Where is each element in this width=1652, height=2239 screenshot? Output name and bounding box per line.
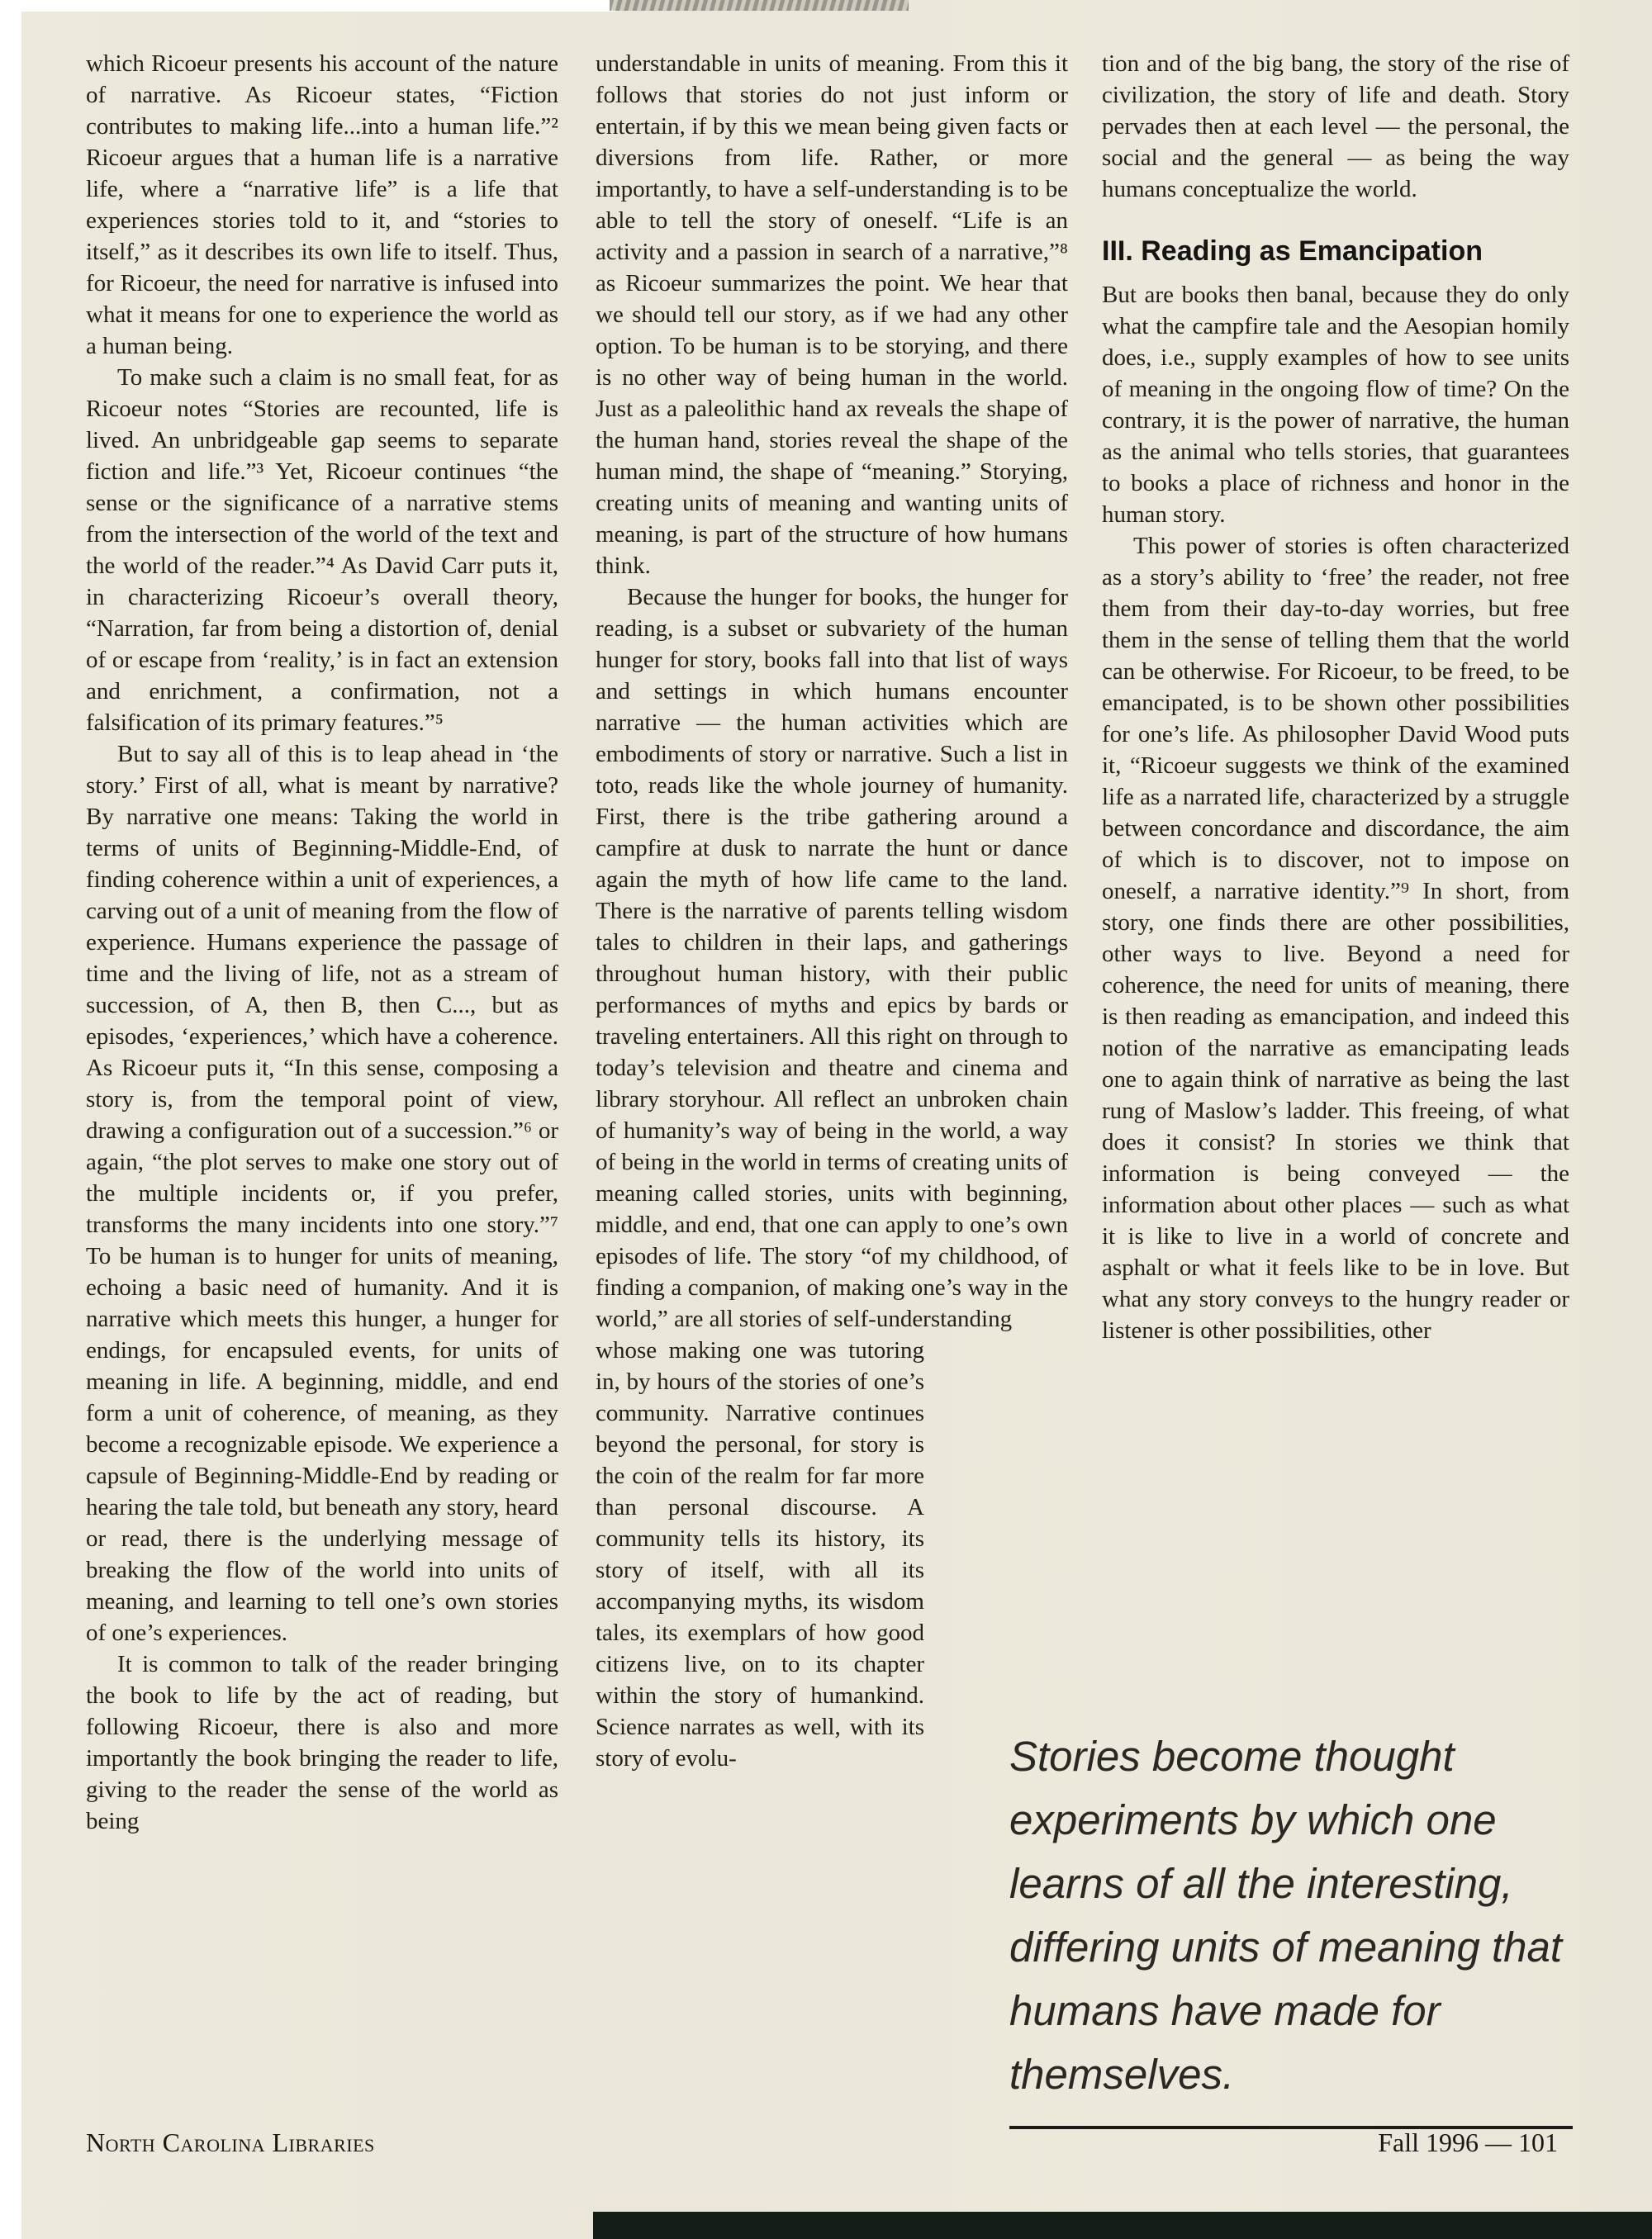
- body-paragraph: It is common to talk of the reader bringing the book to life by the act of reading, but following Ricoeur, there is also and more importantly the book bringing the reader to life, giving to the reader the sense of the world as being: [86, 1651, 558, 1834]
- body-paragraph: Because the hunger for books, the hunger for reading, is a subset or subvariety of the human hunger for story, books fall into that list of ways and settings in which humans encounter narrative — the human activities which are embodiments of story or narrative. Such a list in toto, reads like the whole journey of humanity. First, there is the tribe gathering around a campfire at dusk to narrate the hunt or dance again the myth of how life came to the land. There is the narrative of parents telling wisdom tales to children in their laps, and gatherings throughout human history, with their public performances of myths and epics by bards or traveling entertainers. All this right on through to today’s television and theatre and cinema and library storyhour. All reflect an unbroken chain of humanity’s way of being in the world, a way of being in the world in terms of creating units of meaning called stories, units with beginning, middle, and end, that one can apply to one’s own episodes of life. The story “of my childhood, of finding a companion, of making one’s way in the world,” are all stories of self-understanding: [596, 584, 1068, 1332]
- body-paragraph: But are books then banal, because they do only what the campfire tale and the Aesopian homily does, i.e., supply examples of how to see units of meaning in the ongoing flow of time? On the contrary, it is the power of narrative, the human as the animal who tells stories, that guarantees to books a place of richness and honor in the human story.: [1102, 282, 1569, 528]
- section-heading: III. Reading as Emancipation: [1102, 235, 1483, 267]
- scan-top-margin: [21, 0, 616, 12]
- column-3: [1102, 48, 1569, 1346]
- journal-name: North Carolina Libraries: [86, 2128, 375, 2157]
- bottom-color-bar: [593, 2212, 1652, 2239]
- body-paragraph: which Ricoeur presents his account of the nature of narrative. As Ricoeur states, “Fiction contributes to making life...into a human life.”² Ricoeur argues that a human life is a narrative life, where a “narrative life” is a life that experiences stories told to it, and “stories to itself,” as it describes its own life to itself. Thus, for Ricoeur, the need for narrative is infused into what it means for one to experience the world as a human being.: [86, 50, 558, 359]
- body-paragraph: understandable in units of meaning. From this it follows that stories do not just inform or entertain, if by this we mean being given facts or diversions from life. Rather, or more importantly, to have a self-understanding is to be able to tell the story of oneself. “Life is an activity and a passion in search of a narrative,”⁸ as Ricoeur summarizes the point. We hear that we should tell our story, as if we had any other option. To be human is to be storying, and there is no other way of being human in the world. Just as a paleolithic hand ax reveals the shape of the human hand, stories reveal the shape of the human mind, the shape of “meaning.” Storying, creating units of meaning and wanting units of meaning, is part of the structure of how humans think.: [596, 50, 1068, 579]
- body-paragraph: To make such a claim is no small feat, for as Ricoeur notes “Stories are recounted, life is lived. An unbridgeable gap seems to separate fiction and life.”³ Yet, Ricoeur continues “the sense or the significance of a narrative stems from the intersection of the world of the text and the world of the reader.”⁴ As David Carr puts it, in characterizing Ricoeur’s overall theory, “Narration, far from being a distortion of, denial of or escape from ‘reality,’ is in fact an extension and enrichment, a confirmation, not a falsification of its primary features.”⁵: [86, 364, 558, 736]
- column-1: [86, 48, 558, 1837]
- column-2: [596, 48, 1068, 1774]
- body-paragraph-narrow: whose making one was tutoring in, by hours of the stories of one’s community. Narrative continues beyond the personal, for story is the coin of the realm for far more than personal discourse. A community tells its history, its story of itself, with all its accompanying myths, its wisdom tales, its exemplars of how good citizens live, on to its chapter within the story of humankind. Science narrates as well, with its story of evolu-: [596, 1337, 924, 1772]
- pull-quote: Stories become thought experiments by which one learns of all the interesting, differing units of meaning that humans have made for themselves.: [1009, 1724, 1573, 2129]
- magazine-page: [21, 0, 1652, 2239]
- body-paragraph: But to say all of this is to leap ahead in ‘the story.’ First of all, what is meant by narrative? By narrative one means: Taking the world in terms of units of Beginning-Middle-End, of finding coherence within a unit of experiences, a carving out of a unit of meaning from the flow of experience. Humans experience the passage of time and the living of life, not as a stream of succession, of A, then B, then C..., but as episodes, ‘experiences,’ which have a coherence. As Ricoeur puts it, “In this sense, composing a story is, from the temporal point of view, drawing a configuration out of a succession.”⁶ or again, “the plot serves to make one story out of the multiple incidents or, if you prefer, transforms the many incidents into one story.”⁷ To be human is to hunger for units of meaning, echoing a basic need of humanity. And it is narrative which meets this hunger, a hunger for endings, for encapsuled events, for units of meaning in life. A beginning, middle, and end form a unit of coherence, of meaning, as they become a recognizable episode. We experience a capsule of Beginning-Middle-End by reading or hearing the tale told, but beneath any story, heard or read, there is the underlying message of breaking the flow of the world into units of meaning, and learning to tell one’s own stories of one’s experiences.: [86, 741, 558, 1646]
- body-paragraph: tion and of the big bang, the story of the rise of civilization, the story of life and death. Story pervades then at each level — the personal, the social and the general — as being the way humans conceptualize the world.: [1102, 50, 1569, 202]
- top-edge-ornament: [610, 0, 909, 11]
- issue-page-number: Fall 1996 — 101: [1378, 2128, 1558, 2157]
- body-paragraph: This power of stories is often characterized as a story’s ability to ‘free’ the reader, not free them from their day-to-day worries, but free them in the sense of telling them that the world can be otherwise. For Ricoeur, to be freed, to be emancipated, is to be shown other possibilities for one’s life. As philosopher David Wood puts it, “Ricoeur suggests we think of the examined life as a narrated life, characterized by a struggle between concordance and discordance, the aim of which is to discover, not to impose on oneself, a narrative identity.”⁹ In short, from story, one finds there are other possibilities, other ways to live. Beyond a need for coherence, the need for units of meaning, there is then reading as emancipation, and indeed this notion of the narrative as emancipating leads one to again think of narrative as being the last rung of Maslow’s ladder. This freeing, of what does it consist? In stories we think that information is being conveyed — the information about other places — such as what it is like to live in a world of concrete and asphalt or what it feels like to be in love. But what any story conveys to the hungry reader or listener is other possibilities, other: [1102, 533, 1569, 1344]
